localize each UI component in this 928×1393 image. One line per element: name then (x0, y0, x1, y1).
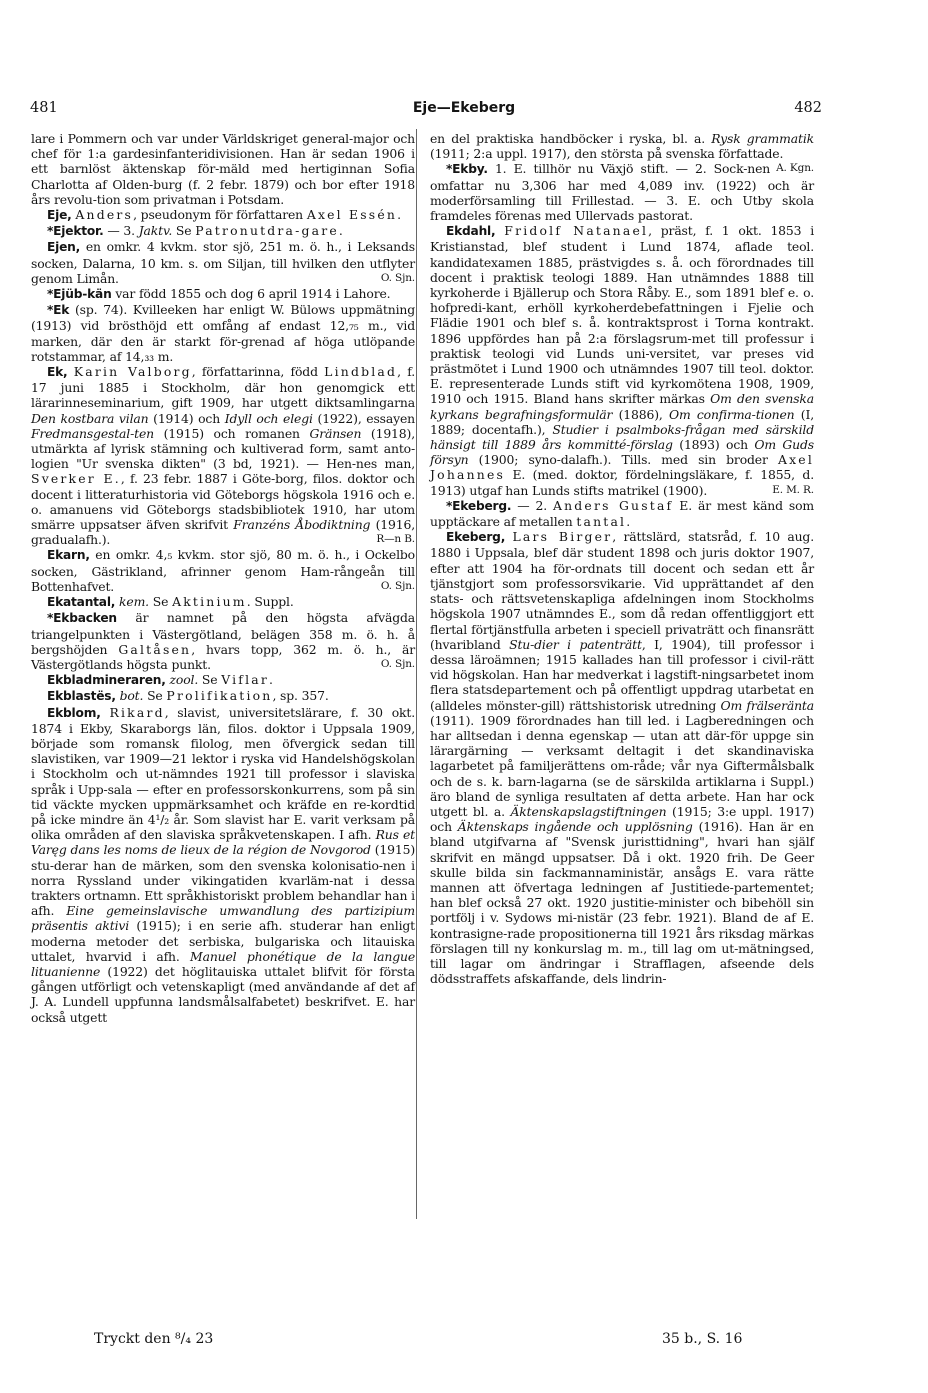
person-name: Axel Johannes (430, 452, 814, 483)
entry-text: en omkr. 4 kvkm. stor sjö, 251 m. ö. h., i Leksands socken, Dalarna, 10 km. s. om Siljan, till hvilken den utflyter genom Limån. (31, 239, 415, 286)
entry-ekarn (31, 547, 415, 594)
entry-text: Se (143, 688, 167, 704)
cross-reference: Axel Essén (306, 207, 398, 223)
entry-text: (1916, gradualafh.). (31, 517, 415, 548)
entry-text: (1915; 3:e uppl. 1917) och (430, 803, 814, 835)
work-title: Manuel phonétique de la langue lituanienne (31, 948, 415, 979)
entry-text: (sp. 74). Kvilleeken har enligt W. Bülows uppmätning (1913) vid brösthöjd ett omfång af endast 12,₇₅ m., vid marken, där den är starkt för-grenad af höga utlöpande rotstammar, af 14,₃₃ m. (31, 302, 415, 364)
person-name: Anders Gustaf (552, 497, 674, 513)
entry-text: (1911; 2:a uppl. 1917), den största på svenska författade. (430, 146, 784, 162)
headword: *Ek (47, 303, 70, 318)
entry-text: E. är mest känd som upptäckare af metallen (430, 497, 814, 530)
entry-text: (1915) stu-derar han de märken, som den svenska kolonisatio-nen i norra Ryssland under vikingatiden kvarläm-nat i dessa trakters ortnamn. Ett språkhistoriskt problem behandlar han i afh. (31, 842, 416, 919)
entry-text: var född 1855 och dog 6 april 1914 i Lahore. (111, 286, 391, 302)
cross-reference: tantal (576, 514, 627, 530)
subject-abbrev: zool. (165, 672, 199, 688)
entry-text: (1886), (612, 406, 669, 422)
author-signature: E. M. R. (772, 483, 814, 496)
entry-eje (31, 207, 415, 223)
entry-ekbacken (31, 610, 415, 672)
entry-text: (1911). 1909 förordnades han till led. i Lagberedningen och har alltsedan i denna egenskap — utan att där-för uppge sin lärargärning — verksamt deltagit i det skandinaviska lagarbetet på familjerättens om-råde; vår nya Giftermålsbalk och de s. k. barn-lagarna (se de särskilda artiklarna i Suppl.) äro bland de synliga resultaten af detta arbete. Han har ock utgett bl. a. (430, 712, 814, 819)
entry-text: en omkr. 4,₅ kvkm. stor sjö, 80 m. ö. h., i Ockelbo socken, Gästrikland, afrinner genom Ham-rångeån till Bottenhafvet. (31, 547, 415, 594)
work-title: Rysk grammatik (711, 131, 814, 146)
entry-ekblom (31, 705, 415, 1025)
work-title: Om den svenska kyrkans begrafningsformulär (430, 391, 814, 422)
entry-text: — 2. (511, 497, 553, 513)
person-name: Lars Birger (512, 529, 613, 545)
entry-text: . (338, 223, 343, 239)
headword: Ejen, (47, 240, 81, 255)
author-signature: O. Sjn. (380, 579, 415, 592)
work-title: Franzéns Åbodiktning (233, 517, 371, 533)
entry-text: , författarinna, född (191, 364, 325, 380)
headword: Ekdahl, (446, 224, 496, 239)
work-title: Äktenskaps ingående och upplösning (457, 819, 693, 835)
entry-text: (1922), essayen (312, 410, 415, 426)
work-title: Om confirma-tionen (668, 406, 795, 422)
headword: Ekeberg, (446, 530, 506, 545)
person-name: Karin Valborg (73, 364, 192, 380)
work-title: Idyll och elegi (224, 410, 313, 426)
subject-abbrev: kem. (115, 594, 149, 610)
cross-reference: Prolifikation (166, 688, 273, 704)
column-divider (416, 129, 417, 1219)
author-signature: R—n B. (376, 533, 415, 546)
entry-ekdahl (430, 223, 814, 498)
entry-text: Se (198, 672, 222, 688)
page-number-right: 482 (794, 100, 822, 116)
cross-reference: Viflar (221, 672, 269, 688)
entry-ek-karin (31, 364, 415, 547)
entry-text: , f. 17 juni 1885 i Stockholm, där hon genomgick ett lärarinneseminarium, gift 1909, har utgett diktsamlingarna (31, 364, 415, 411)
entry-text: . Suppl. (246, 594, 294, 610)
page-header (0, 100, 928, 124)
paragraph-continuation: lare i Pommern och var under Världskriget general-major och chef för 1:a gardesinfanteridivisionen. Han är sedan 1906 i ett barnlöst äktenskap för-mäld med hertiginnan Sofia Charlotta af Olden-burg (f. 2 febr. 1879) och bor efter 1918 års revolu-tion som privatman i Potsdam. (31, 131, 415, 207)
entry-text: (1893) och (672, 437, 755, 453)
subject-abbrev: bot. (115, 688, 144, 704)
entry-ekby (430, 161, 814, 223)
person-name: Lindblad (324, 364, 398, 380)
person-name: Rikard (109, 704, 165, 720)
entry-text: (1915); i en serie afh. studerar han enligt moderna metoder det serbiska, bulgariska och litauiska uttalet, hvarvid i afh. (31, 918, 415, 964)
entry-text: , pseudonym för författaren (133, 207, 307, 223)
entry-text: Se (172, 223, 196, 239)
person-name: Fridolf Natanael (504, 223, 649, 239)
entry-text: . (268, 672, 273, 688)
entry-ejen (31, 239, 415, 286)
entry-text: Se (148, 594, 173, 610)
print-date: Tryckt den ⁸/₄ 23 (94, 1331, 214, 1347)
work-title: Om Guds försyn (430, 437, 814, 468)
entry-text: — 3. (103, 223, 139, 239)
headword: *Ejektor. (47, 224, 104, 239)
entry-text: 1. E. tillhör nu Växjö stift. — 2. Sock-nen omfattar nu 3,306 har med 4,089 inv. (1922) och är moderförsamling till Frillestad. — 3. E. och Utby skola framdeles förenas med Ullervads pastorat. (430, 161, 814, 224)
entry-text: (I, 1889; docentafh.), (430, 406, 814, 437)
left-column (31, 131, 415, 1025)
headword: Ekarn, (47, 548, 90, 563)
sheet-signature: 35 b., S. 16 (662, 1331, 743, 1347)
author-signature: A. Kgn. (776, 162, 814, 175)
cross-reference: Patronutdra-gare (195, 223, 339, 239)
work-title: Eine gemeinslavische umwandlung des partizipium präsentis aktivi (31, 903, 415, 934)
work-title: Stu-dier i patenträtt (509, 636, 642, 652)
headword: Ekbladmineraren, (47, 673, 166, 688)
entry-text: (1916). Han är en bland utgifvarna af "Svensk juristtidning", hvari han själf skrifvit en mängd uppsatser. Då i okt. 1920 frih. De Geer skulle bilda sin fackmannaministär, ansågs E. vara rätte mannen att öfvertaga ledningen af Justitiede-partementet; han blef också 27 okt. 1920 justitie-minister och bibehöll sin portfölj i v. Sydows mi-nistär (23 febr. 1921). Bland de af E. kontrasigne-rade propositionerna till 1921 års riksdag märkas förslagen till ny konkurslag m. m., till lag om ut-mätningsed, till lagar om ändringar i Strafflagen, afseende dels dödsstraffets afskaffande, dels lindrin- (430, 819, 814, 987)
author-signature: O. Sjn. (380, 271, 415, 284)
running-title: Eje—Ekeberg (412, 100, 516, 116)
entry-text: , hvars topp, 362 m. ö. h., är Västergötlands högsta punkt. (31, 641, 415, 672)
headword: *Ejüb-kän (47, 287, 112, 302)
entry-ekeberg-anders (430, 498, 814, 529)
headword: Eje, (47, 208, 72, 223)
work-title: Om frälseränta (720, 697, 814, 713)
work-title: Fredmansgestal-ten (31, 425, 154, 441)
entry-text: , f. 23 febr. 1887 i Göte-borg, filos. doktor och docent i litteraturhistoria vid Göteborgs högskola 1916 och e. o. amanuens vid Göteborgs stadsbibliotek 1910, har utom smärre uppsatser äfven skrifvit (31, 471, 415, 533)
entry-ejub-kan (31, 286, 415, 302)
person-name: Sverker E. (31, 471, 121, 487)
entry-ekeberg-lars (430, 529, 814, 986)
entry-text: , präst, f. 1 okt. 1853 i Kristianstad, blef student i Lund 1874, aflade teol. kandidatexamen 1885, prästvigdes s. å. och förordnades till docent i praktisk teologi 1889. Han utnämndes 1888 till kyrkoherde i Bjällerup och Stora Råby. E., som 1891 blef e. o. hofpredi-kant, erhöll kyrkoherdebefattningen i Fjelie och Flädie 1901 och blef s. å. kontraktsprost i Torna kontrakt. 1896 uppfördes han på 2:a förslagsrum-met till professur i praktisk teologi vid Lunds uni-versitet, var preses vid prästmötet i Lund 1900 och utnämndes 1907 till teol. doktor. E. representerade Lunds stift vid kyrkomötena 1908, 1909, 1910 och 1915. Bland hans skrifter märkas (430, 223, 815, 407)
entry-ekbladmineraren (31, 672, 415, 688)
entry-text: , rättslärd, statsråd, f. 10 aug. 1880 i Uppsala, blef där student 1898 och juris doktor 1907, efter att 1904 ha för-ordnats till docent och sedan ett år tjänstgjort som professorsvikarie. Vid upprättandet af den stats- och rättsvetenskapliga afdelningen inom Stockholms högskola 1907 utnämndes E., som då redan offentliggjort ett flertal förtjänstfulla arbeten i speciell privaträtt och finansrätt (hvaribland (430, 529, 814, 652)
entry-ejektor (31, 223, 415, 239)
entry-text: (1914) och (148, 410, 225, 426)
entry-text: (1922) det höglitauiska uttalet blifvit för första gången utförligt och vetenskapligt (med användande af det af J. A. Lundell uppfunna landsmålsalfabetet) beskrifvet. E. har också utgett (31, 963, 415, 1025)
entry-text: är namnet på den högsta afvägda triangelpunkten i Västergötland, belägen 358 m. ö. h. å bergshöjden (31, 610, 415, 657)
work-title: Den kostbara vilan (31, 410, 149, 426)
headword: Ekatantal, (47, 595, 116, 610)
entry-ek (31, 302, 415, 364)
headword: *Ekeberg. (446, 498, 512, 513)
work-title: Gränsen (309, 425, 362, 441)
work-title: Rus et Varęg dans les noms de lieux de la région de Novgorod (31, 827, 415, 858)
entry-text: (1918), utmärkta af lyrisk stämning och kultiverad form, samt anto-logien "Ur svenska dikten" (3 bd, 1921). — Hen-nes man, (31, 425, 415, 472)
headword: Ek, (47, 365, 68, 380)
entry-text: E. (med. doktor, fördelningsläkare, f. 1855, d. 1913) utgaf han Lunds stifts matrikel (1900). (430, 467, 814, 498)
entry-text: (1900; syno-dalafh.). Tills. med sin broder (468, 452, 778, 468)
entry-text: . (626, 514, 631, 530)
person-name: Anders (75, 207, 134, 223)
author-signature: O. Sjn. (380, 657, 415, 670)
headword: Ekblom, (47, 705, 101, 720)
work-title: Äktenskapslagstiftningen (510, 803, 667, 819)
headword: *Ekby. (446, 162, 488, 177)
entry-ekblastes (31, 688, 415, 704)
entry-text: , sp. 357. (272, 688, 329, 704)
right-column (430, 131, 814, 986)
entry-text: , I, 1904), till professor i dessa läroämnen; 1915 kallades han till professor i civil-rätt vid högskolan. Han har medverkat i lagstift-ningsarbetet inom flera statsdepartement och på offentligt uppdrag utarbetat en (alldeles mönster-gill) rättshistorisk utredning (430, 636, 814, 713)
headword: Ekblastës, (47, 689, 116, 704)
entry-text: (1915) och romanen (154, 425, 310, 441)
work-title: Studier i psalmboks-frågan med särskild hänsigt till 1889 års kommitté-förslag (430, 421, 815, 453)
cross-reference: Aktinium (172, 594, 247, 610)
page-number-left: 481 (30, 100, 58, 116)
subject-abbrev: Jaktv. (138, 223, 173, 239)
entry-text: , slavist, universitetslärare, f. 30 okt. 1874 i Ekby, Skaraborgs län, filos. doktor i Uppsala 1909, började som romansk filolog, men öfvergick sedan till slavistiken, var 1909—21 lektor i ryska vid Handelshögskolan i Stockholm och ut-nämndes 1921 till professor i slaviska språk i Upp-sala — efter en professorskonkurrens, som på sin tid väckte mycken uppmärksamhet och kräfde en re-kordtid på icke mindre än 4¹/₂ år. Som slavist har E. varit verksam på olika områden af den slaviska språkvetenskapen. I afh. (31, 704, 415, 843)
entry-text: en del praktiska handböcker i ryska, bl. a. (430, 131, 712, 146)
cross-reference: Galtåsen (118, 641, 192, 657)
headword: *Ekbacken (47, 611, 117, 626)
entry-text: . (397, 207, 401, 223)
entry-ekatantal (31, 594, 415, 610)
